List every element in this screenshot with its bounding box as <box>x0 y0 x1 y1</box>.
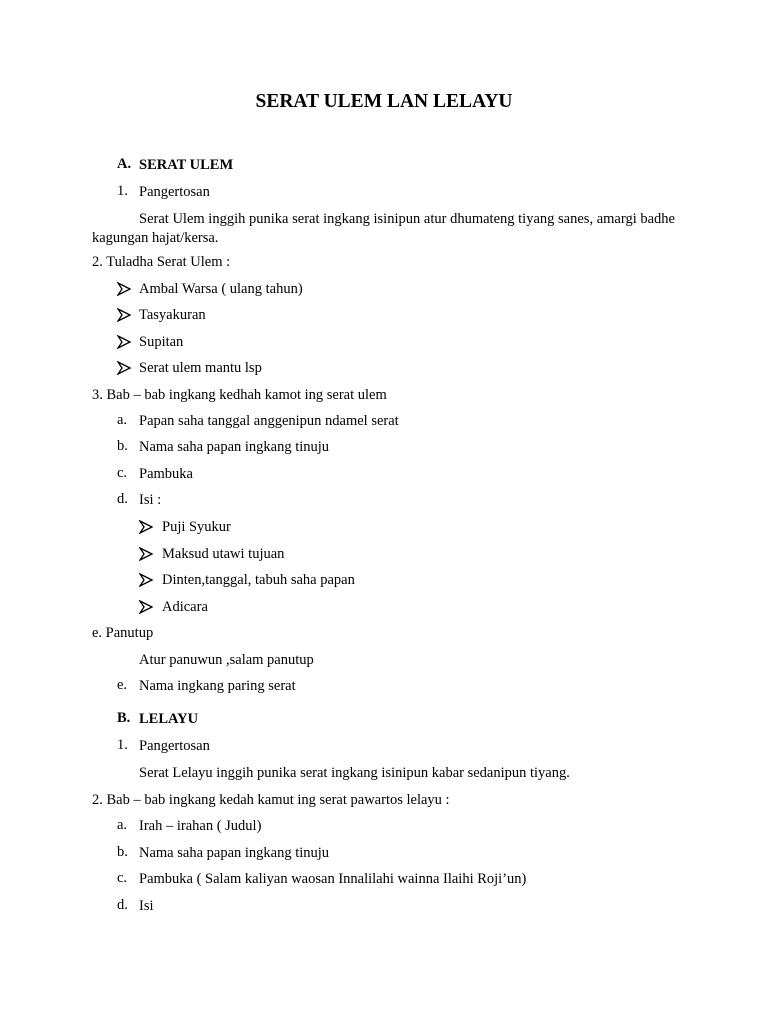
list-marker: a. <box>117 412 128 428</box>
list-marker: e. <box>117 677 128 693</box>
section-a-heading: SERAT ULEM <box>139 157 234 173</box>
isi-item: Maksud utawi tujuan <box>162 546 285 562</box>
a-definition-paragraph: Serat Ulem inggih punika serat ingkang isinipun atur dhumateng tiyang sanes, amargi badhe kagungan hajat/kersa. <box>92 211 675 246</box>
panutup-label: e. Panutup <box>92 625 154 641</box>
b-item-1-marker: 1. <box>117 737 128 753</box>
list-item: Isi : <box>139 492 162 508</box>
a-item-2-label: 2. Tuladha Serat Ulem : <box>92 254 231 270</box>
list-item: Pambuka <box>139 466 193 482</box>
bullet-arrow-icon <box>117 282 131 296</box>
list-item: Isi <box>139 898 154 914</box>
list-item: Irah – irahan ( Judul) <box>139 818 262 834</box>
example-item: Tasyakuran <box>139 307 206 323</box>
list-item: Nama saha papan ingkang tinuju <box>139 845 330 861</box>
list-marker: c. <box>117 465 128 481</box>
list-marker: d. <box>117 897 128 913</box>
example-item: Supitan <box>139 334 184 350</box>
bullet-arrow-icon <box>117 361 131 375</box>
example-item: Ambal Warsa ( ulang tahun) <box>139 281 303 297</box>
bullet-arrow-icon <box>139 573 153 587</box>
bullet-arrow-icon <box>117 335 131 349</box>
example-item: Serat ulem mantu lsp <box>139 360 262 376</box>
a-item-3-label: 3. Bab – bab ingkang kedhah kamot ing serat ulem <box>92 387 387 403</box>
section-b-heading: LELAYU <box>139 711 199 727</box>
list-item: Nama ingkang paring serat <box>139 678 296 694</box>
bullet-arrow-icon <box>117 308 131 322</box>
isi-item: Puji Syukur <box>162 519 231 535</box>
b-item-2-label: 2. Bab – bab ingkang kedah kamut ing serat pawartos lelayu : <box>92 792 450 808</box>
list-item: Nama saha papan ingkang tinuju <box>139 439 330 455</box>
list-item: Pambuka ( Salam kaliyan waosan Innalilahi wainna Ilaihi Roji’un) <box>139 871 527 887</box>
b-item-1-label: Pangertosan <box>139 738 210 754</box>
isi-item: Dinten,tanggal, tabuh saha papan <box>162 572 355 588</box>
a-item-1-marker: 1. <box>117 183 128 199</box>
section-a-marker: A. <box>117 156 132 172</box>
bullet-arrow-icon <box>139 600 153 614</box>
b-definition-paragraph: Serat Lelayu inggih punika serat ingkang isinipun kabar sedanipun tiyang. <box>139 765 570 781</box>
isi-item: Adicara <box>162 599 208 615</box>
list-item: Papan saha tanggal anggenipun ndamel serat <box>139 413 399 429</box>
list-marker: c. <box>117 870 128 886</box>
bullet-arrow-icon <box>139 547 153 561</box>
page-title: SERAT ULEM LAN LELAYU <box>255 91 513 112</box>
a-item-1-label: Pangertosan <box>139 184 210 200</box>
list-marker: b. <box>117 438 128 454</box>
list-marker: d. <box>117 491 128 507</box>
list-marker: b. <box>117 844 128 860</box>
panutup-text: Atur panuwun ,salam panutup <box>139 652 314 668</box>
list-marker: a. <box>117 817 128 833</box>
section-b-marker: B. <box>117 710 131 726</box>
bullet-arrow-icon <box>139 520 153 534</box>
